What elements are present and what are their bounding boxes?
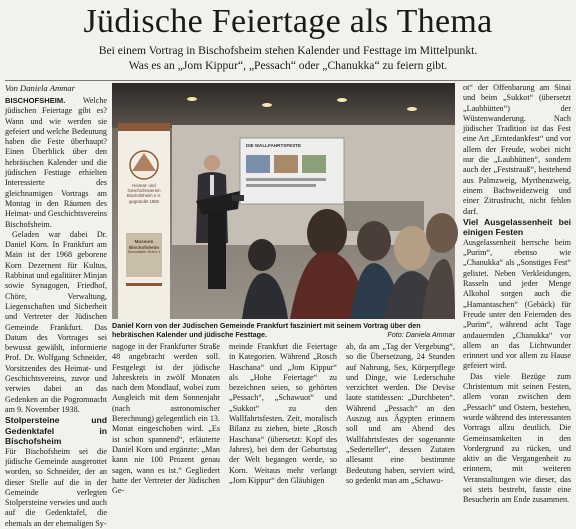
paragraph-purim: Ausgelassenheit herrsche beim „Purim“, ebenso wie „Chanukka“ als „Sonstiges Fest“ gelistet. Neben Verkleidungen, Rasseln und jeder Menge Alkohol sorgen auch die „Hamantaschen“ (Gebäck) für Freude unter den Feiernden des „Purim“, während acht Tage andauernden „Chanukka“ vor allem an das Lichtwunder erinnert und vor allem zu Hause gefeiert wird. — [463, 237, 571, 371]
banner-text — [118, 183, 170, 204]
column-1 — [5, 96, 107, 528]
column-4 — [346, 342, 455, 494]
intro-text: Welche jüdischen Feiertage gibt es? Wann und wie werden sie gefeiert und welche Bedeutung haben die Feste überhaupt? Einen Überblick über den hebräischen Kalender und die jüdischen Festtage erhielten Interessierte des gleichnamigen Vortrags am Montag in den Räumen des Heimat- und Geschichtsvereins Bischofsheim. — [5, 96, 107, 229]
column-5 — [463, 83, 571, 505]
subline-line-2: Was es an „Jom Kippur“, „Pessach“ oder „Chanukka“ zu feiern gibt. — [128, 59, 448, 72]
paragraph-gemeinde: Für Bischofsheim sei die jüdische Gemeinde ausgerottet worden, so Schneider, der an dieser Stelle auf die in der Gemeinde verlegten Stolpersteine verwies und auch auf die Gedenktafel, die ehemals an der ehemaligen Sy- — [5, 446, 107, 528]
paragraph-kategorien: meinde Frankfurt die Feiertage in Kategorien. Während „Rosch Haschana“ und „Jom Kippur“ als „Hohe Feiertage“ zu bezeichnen seien, so gehörten „Pessach“, „Schawuot“ und „Sukkot“ zu den Wallfahrtsfesten. Zeit, moralisch Bilanz zu ziehen, biete „Rosch Haschana“ (übersetzt: Kopf des Jahres), bei dem der Geburtstag der Welt begangen werde, so Korn. Weitaus mehr verlangt „Jom Kippur“ den Gläubigen — [229, 342, 337, 485]
paragraph-intro — [5, 96, 107, 230]
paragraph-kalender: nagoge in der Frankfurter Straße 48 angebracht werden soll. Festgelegt ist der jüdische Jahreskreis in zwölf Monaten nach dem Mondlauf, wobei zum Ausgleich mit dem Sonnenjahr (nach astronomischer Berechnung) gelegentlich ein 13. Monat eingeschoben wird. „Es ist schon spannend“, erläuterte Daniel Korn und ergänzte: „Man kann nie 100 Prozent genau sagen, wann es ist.“ Gegliedert hatte der Vertreter der Jüdischen Ge- — [112, 342, 220, 496]
banner-museum — [126, 239, 162, 256]
paragraph-vergebung: ab, da am „Tag der Vergebung“, so die Übersetzung, 24 Stunden auf Nahrung, Sex, Körperpflege und Dinge, wie Lederschuhe verzichtet werden. Die Devise laute stattdessen: „Durchbeten“. Während „Pessach“ an den Auszug aus Ägypten erinnern soll und am Abend des Wallfahrtsfestes der sogenannte „Sederteller“, dessen Zutaten allesamt eine bestimmte Bedeutung haben, serviert wird, so gedenkt man am „Schawu- — [346, 342, 455, 485]
column-2 — [112, 342, 220, 494]
event-photo — [112, 83, 455, 319]
photo-caption — [112, 321, 455, 339]
subheading-ausgelassenheit: Viel Ausgelassenheit bei einigen Festen — [463, 216, 571, 238]
paragraph-christentum: Das viele Bezüge zum Christentum mit seinen Festen, allem voran zwischen dem „Pessach“ und Ostern, bestehen, wurde während des interessanten Vortrags allzu deutlich. Die Gemeinsamkeiten in den Vordergrund zu rücken, und aktiv an die Vergangenheit zu erinnern, mit weiteren Veranstaltungen wie dieser, das sei stets bestrebt, fasste eine Besucherin am Ende zusammen. — [463, 371, 571, 505]
caption-text: Daniel Korn von der Jüdischen Gemeinde Frankfurt fasziniert mit seinem Vortrag über den hebräischen Kalender und jüdische Festtage. — [112, 321, 421, 339]
byline: Von Daniela Ammar — [5, 83, 76, 93]
banner-museum-1: Museum — [134, 239, 154, 244]
subline — [60, 43, 516, 73]
banner-line-3: Bischofsheim e.V. — [127, 193, 161, 199]
subline-line-1: Bei einem Vortrag in Bischofsheim stehen Kalender und Festtage im Mittelpunkt. — [98, 44, 478, 57]
top-rule — [5, 80, 571, 81]
paragraph-sukkot: ot“ der Offenbarung am Sinai und beim „Sukkot“ (übersetzt „Laubhütten“) der Wüstenwanderung. Nach jüdischer Tradition ist das Fest eine Art „Erntedankfest“ und vor allem der Freude, wobei nicht nur die „Laubhütten“, sondern auch der „Feststrauß“, bestehend aus Palmzweig, Myrthenzweig, einem Bachweidezweig und einer Zitrusfrucht, nicht fehlen darf. — [463, 83, 571, 216]
photo-credit: Foto: Daniela Ammar — [384, 330, 455, 339]
banner-line-2: Geschichtsverein — [127, 188, 161, 194]
paragraph-guest: Geladen war dabei Dr. Daniel Korn. In Frankfurt am Main ist der 1968 geborene Korn Dezernent für Kultus, Rabbinat und egalitärer Minjan sowie Synagogen, Friedhof, Chöre, Verwaltung, Liegenschaften und Sicherheit und Vertreter der Jüdischen Gemeinde Frankfurt. Das Datum des Vortrages sei bewusst gewählt, informierte Prof. Dr. Wolfgang Schneider, Vorsitzendes des Heimat- und Geschichtsvereins, zuvor und verwies dabei an das Gedenken an die Pogromnacht am 9. November 1938. — [5, 229, 107, 414]
screen-title: DIE WALLFAHRTSFESTE — [246, 143, 302, 148]
headline: Jüdische Feiertage als Thema — [83, 3, 493, 40]
banner-museum-2: Bischofsheim — [128, 244, 160, 250]
banner-museum-3: Darmstädter Straße 1 — [127, 250, 161, 255]
subheading-stolpersteine: Stolpersteine und Gedenktafel in Bischofsheim — [5, 415, 107, 447]
dateline: BISCHOFSHEIM. — [5, 96, 66, 105]
banner-line-1: Heimat- und — [132, 183, 156, 188]
column-3 — [229, 342, 337, 494]
banner-line-4: gegründet 1950 — [128, 198, 160, 204]
